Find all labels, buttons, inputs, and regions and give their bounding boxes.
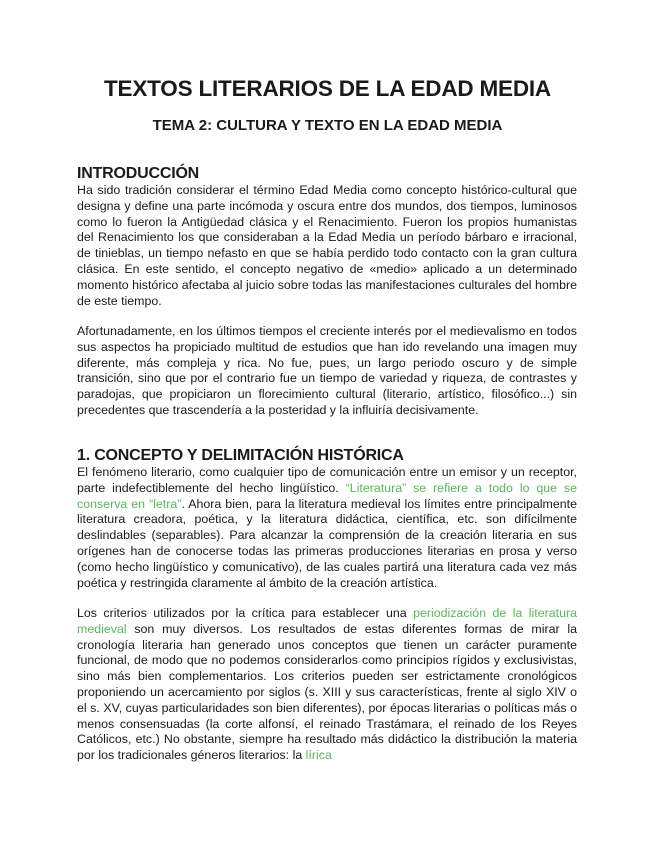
- section1-heading: 1. CONCEPTO Y DELIMITACIÓN HISTÓRICA: [77, 447, 404, 464]
- intro-paragraph-2: Afortunadamente, en los últimos tiempos el creciente interés por el medievalismo en todos sus aspectos ha propiciado multitud de estudios que han ido revelando una imagen muy diferente, más compleja y rica. No fue, pues, un largo periodo oscuro y de simple transición, sino que por el contrario fue un tiempo de variedad y riqueza, de contrastes y paradojas, que propiciaron un florecimiento cultural (literario, artístico, filosófico...) sin precedentes que trascendería a la posteridad y la influiría decisivamente.: [77, 324, 577, 417]
- document-title: TEXTOS LITERARIOS DE LA EDAD MEDIA: [104, 76, 551, 101]
- intro-paragraph-1: Ha sido tradición considerar el término Edad Media como concepto histórico-cultural que designa y define una parte incómoda y oscura entre dos mundos, dos tiempos, luminosos como lo fueron la Antigüedad clásica y el Renacimiento. Fueron los propios humanistas del Renacimiento los que consideraban a la Edad Media un período bárbaro e irracional, de tinieblas, un tiempo nefasto en que se había perdido todo contacto con la gran cultura clásica. En este sentido, el concepto negativo de «medio» aplicado a un determinado momento histórico afectaba al juicio sobre todas las manifestaciones culturales del hombre de este tiempo.: [77, 183, 577, 308]
- section1-p2-text-b: son muy diversos. Los resultados de estas diferentes formas de mirar la cronología literaria han generado unos conceptos que tienen un carácter puramente funcional, de modo que no podemos considerarlos como principios rígidos y exclusivistas, sino más bien complementarios. Los criterios pueden ser estrictamente cronológicos proponiendo un acercamiento por siglos (s. XIII y sus características, frente al siglo XIV o el s. XV, cuyas particularidades son bien diferentes), por épocas literarias o políticas más o menos consensuadas (la corte alfonsí, el reinado Trastámara, el reinado de los Reyes Católicos, etc.) No obstante, siempre ha resultado más didáctico la distribución la materia por los tradicionales géneros literarios: la: [77, 621, 577, 763]
- section1-p1-text-a: El fenómeno literario, como cualquier tipo de comunicación entre un emisor y un receptor, parte indefectiblemente del hecho lingüístico.: [77, 465, 577, 495]
- periodizacion-highlight: periodización de la literatura medieval: [77, 606, 577, 636]
- section1-paragraph-2: [77, 606, 577, 764]
- section1-p1-text-b: . Ahora bien, para la literatura medieval los límites entre principalmente literatura creadora, poética, y la literatura didáctica, científica, etc. son difícilmente deslindables (separables). Para alcanzar la comprensión de la creación literaria en sus orígenes han de conocerse todas las primeras producciones literarias en prosa y verso (como hecho lingüístico y comunicativo), de las cuales partirá una literatura cada vez más poética y restringida claramente al ámbito de la creación artística.: [77, 496, 577, 590]
- lirica-highlight: lírica: [305, 748, 332, 763]
- literatura-definition-highlight: “Literatura” se refiere a todo lo que se conserva en “letra”: [77, 480, 577, 511]
- section1-paragraph-1: [77, 465, 577, 591]
- section1-p2-text-a: Los criterios utilizados por la crítica para establecer una: [77, 606, 414, 620]
- document-subtitle: TEMA 2: CULTURA Y TEXTO EN LA EDAD MEDIA: [152, 117, 503, 134]
- intro-heading: INTRODUCCIÓN: [77, 165, 200, 182]
